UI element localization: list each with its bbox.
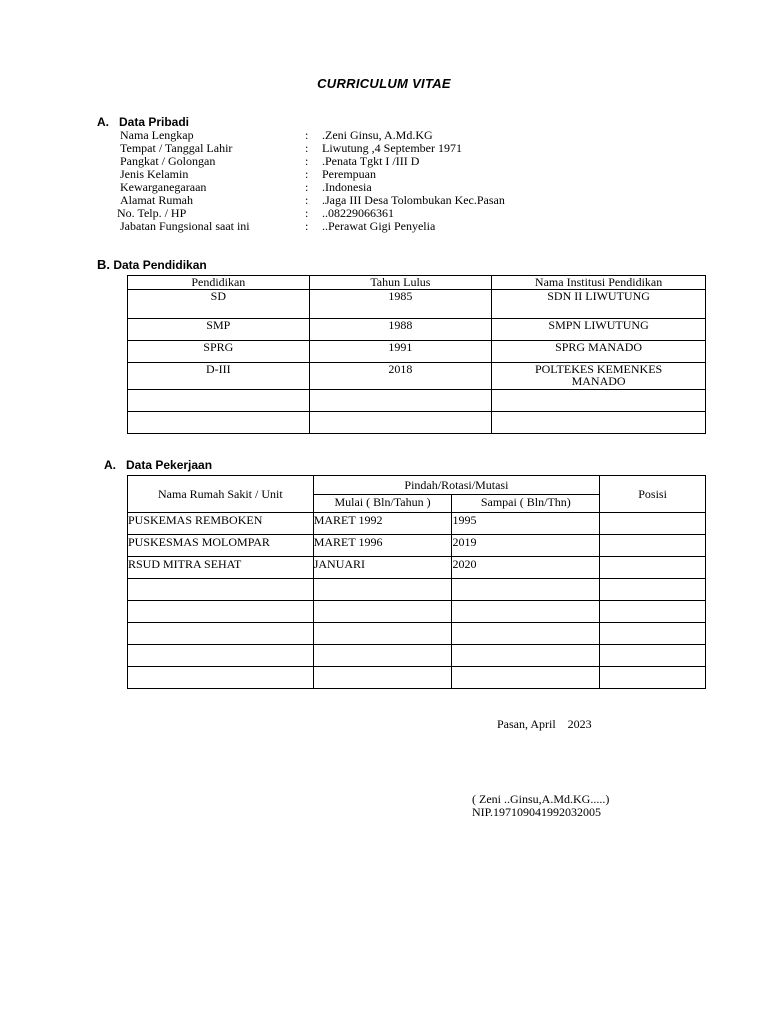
table-row: [128, 623, 706, 645]
table-row: [128, 290, 706, 319]
section-personal-heading: [97, 115, 189, 129]
cell-position: [600, 667, 706, 689]
cell-end: 2019: [452, 535, 600, 557]
table-row: [128, 341, 706, 363]
label-rank: Pangkat / Golongan: [120, 154, 216, 168]
employment-table: [127, 475, 706, 689]
header-unit: Nama Rumah Sakit / Unit: [128, 476, 314, 513]
table-row: [128, 513, 706, 535]
value-rank: .Penata Tgkt I /III D: [322, 154, 420, 168]
label-functional-position: Jabatan Fungsional saat ini: [120, 219, 250, 233]
cell-end: [452, 667, 600, 689]
label-address: Alamat Rumah: [120, 193, 193, 207]
cell-institution: POLTEKES KEMENKES MANADO: [492, 363, 706, 390]
cell-education: SD: [128, 290, 310, 319]
header-start: Mulai ( Bln/Tahun ): [313, 495, 452, 513]
cell-position: [600, 579, 706, 601]
cell-education: [128, 390, 310, 412]
table-header-row: [128, 476, 706, 495]
cell-position: [600, 513, 706, 535]
value-phone: ..08229066361: [322, 206, 394, 220]
header-institution: Nama Institusi Pendidikan: [492, 276, 706, 290]
cell-position: [600, 623, 706, 645]
cell-year: 1985: [309, 290, 492, 319]
header-position: Posisi: [600, 476, 706, 513]
value-gender: Perempuan: [322, 167, 376, 181]
cell-start: [313, 667, 452, 689]
cell-year: [309, 412, 492, 434]
cell-year: 1991: [309, 341, 492, 363]
table-row: [128, 319, 706, 341]
value-birth: Liwutung ,4 September 1971: [322, 141, 462, 155]
colon: :: [305, 180, 309, 194]
colon: :: [305, 128, 309, 142]
cell-unit: [128, 667, 314, 689]
table-row: [128, 579, 706, 601]
cell-start: [313, 601, 452, 623]
signatory-name: ( Zeni ..Ginsu,A.Md.KG.....): [472, 792, 610, 806]
colon: :: [305, 141, 309, 155]
cell-position: [600, 557, 706, 579]
section-title: Data Pribadi: [119, 115, 190, 129]
section-letter: A.: [104, 458, 116, 472]
label-birth: Tempat / Tanggal Lahir: [120, 141, 233, 155]
cell-unit: [128, 579, 314, 601]
cell-unit: RSUD MITRA SEHAT: [128, 557, 314, 579]
section-letter: B.: [97, 257, 110, 272]
table-row: [128, 390, 706, 412]
value-address: .Jaga III Desa Tolombukan Kec.Pasan: [322, 193, 505, 207]
label-full-name: Nama Lengkap: [120, 128, 194, 142]
cell-start: [313, 579, 452, 601]
cell-education: [128, 412, 310, 434]
cell-year: 2018: [309, 363, 492, 390]
header-transfer: Pindah/Rotasi/Mutasi: [313, 476, 600, 495]
cell-institution: SDN II LIWUTUNG: [492, 290, 706, 319]
cell-institution: [492, 390, 706, 412]
table-row: [128, 363, 706, 390]
cell-end: 2020: [452, 557, 600, 579]
table-row: [128, 412, 706, 434]
cell-position: [600, 601, 706, 623]
colon: :: [305, 193, 309, 207]
cell-education: SMP: [128, 319, 310, 341]
cell-year: 1988: [309, 319, 492, 341]
cell-position: [600, 535, 706, 557]
table-row: [128, 535, 706, 557]
table-row: [128, 667, 706, 689]
cell-start: JANUARI: [313, 557, 452, 579]
section-title: Data Pekerjaan: [126, 458, 213, 472]
table-row: [128, 645, 706, 667]
cell-end: [452, 579, 600, 601]
cell-institution: SPRG MANADO: [492, 341, 706, 363]
cell-start: [313, 645, 452, 667]
section-employment-heading: [104, 458, 212, 472]
colon: :: [305, 219, 309, 233]
table-header-row: [128, 276, 706, 290]
section-letter: A.: [97, 115, 109, 129]
colon: :: [305, 154, 309, 168]
label-phone: No. Telp. / HP: [117, 206, 187, 220]
colon: :: [305, 206, 309, 220]
cell-end: [452, 601, 600, 623]
cell-institution: [492, 412, 706, 434]
education-table: [127, 275, 706, 434]
cell-institution: SMPN LIWUTUNG: [492, 319, 706, 341]
cell-education: SPRG: [128, 341, 310, 363]
document-title: CURRICULUM VITAE: [317, 76, 451, 91]
value-nationality: .Indonesia: [322, 180, 372, 194]
cell-end: 1995: [452, 513, 600, 535]
cell-unit: [128, 601, 314, 623]
table-row: [128, 557, 706, 579]
cell-unit: PUSKEMAS REMBOKEN: [128, 513, 314, 535]
header-education: Pendidikan: [128, 276, 310, 290]
header-graduation-year: Tahun Lulus: [309, 276, 492, 290]
value-functional-position: ..Perawat Gigi Penyelia: [322, 219, 436, 233]
label-nationality: Kewarganegaraan: [120, 180, 207, 194]
cell-position: [600, 645, 706, 667]
table-row: [128, 601, 706, 623]
value-full-name: .Zeni Ginsu, A.Md.KG: [322, 128, 433, 142]
cell-start: [313, 623, 452, 645]
cell-start: MARET 1996: [313, 535, 452, 557]
cell-unit: PUSKESMAS MOLOMPAR: [128, 535, 314, 557]
cell-end: [452, 645, 600, 667]
colon: :: [305, 167, 309, 181]
section-education-heading: [97, 257, 207, 272]
section-title: Data Pendidikan: [113, 258, 207, 272]
label-gender: Jenis Kelamin: [120, 167, 189, 181]
cell-year: [309, 390, 492, 412]
place-date: Pasan, April 2023: [497, 717, 592, 731]
cell-start: MARET 1992: [313, 513, 452, 535]
header-end: Sampai ( Bln/Thn): [452, 495, 600, 513]
cell-end: [452, 623, 600, 645]
cell-unit: [128, 645, 314, 667]
cell-education: D-III: [128, 363, 310, 390]
signatory-nip: NIP.197109041992032005: [472, 805, 602, 819]
cell-unit: [128, 623, 314, 645]
